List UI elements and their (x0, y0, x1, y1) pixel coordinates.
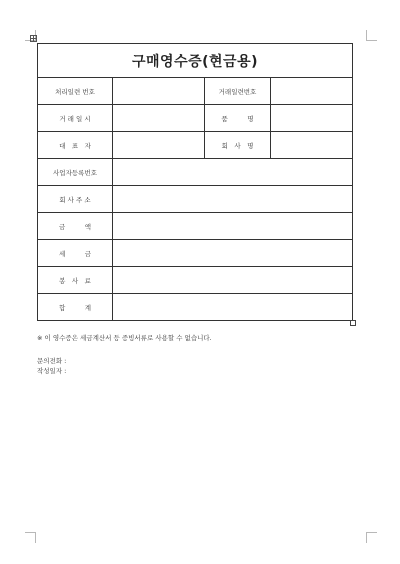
table-row-representative (38, 132, 352, 159)
representative-label: 대 표 자 (38, 132, 113, 158)
serial-number-cell[interactable] (113, 78, 205, 104)
table-move-handle-icon[interactable] (30, 35, 37, 42)
table-row-serial (38, 78, 352, 105)
page-corner-bottom-right (366, 532, 377, 543)
amount-cell[interactable] (113, 213, 352, 239)
transaction-serial-label: 거래일련번호 (205, 78, 271, 104)
company-address-label: 회 사 주 소 (38, 186, 113, 212)
table-row-amount (38, 213, 352, 240)
page-corner-top-right (366, 30, 377, 41)
receipt-title: 구매영수증(현금용) (38, 44, 352, 78)
page-corner-bottom-left (25, 532, 36, 543)
transaction-serial-cell[interactable] (271, 78, 352, 104)
amount-label: 금 액 (38, 213, 113, 239)
business-number-label: 사업자등록번호 (38, 159, 113, 185)
item-name-cell[interactable] (271, 105, 352, 131)
transaction-datetime-label: 거 래 일 시 (38, 105, 113, 131)
receipt-note: ※ 이 영수증은 세금계산서 등 증빙서류로 사용할 수 없습니다. (37, 334, 212, 342)
receipt-table (37, 43, 353, 321)
company-name-cell[interactable] (271, 132, 352, 158)
table-row-datetime (38, 105, 352, 132)
item-name-label: 품 명 (205, 105, 271, 131)
table-resize-handle[interactable] (350, 320, 356, 326)
contact-phone-label: 문의전화 : (37, 357, 67, 365)
total-cell[interactable] (113, 294, 352, 321)
transaction-datetime-cell[interactable] (113, 105, 205, 131)
tax-label: 세 금 (38, 240, 113, 266)
table-row-service-fee (38, 267, 352, 294)
total-label: 합 계 (38, 294, 113, 321)
table-row-total (38, 294, 352, 321)
tax-cell[interactable] (113, 240, 352, 266)
company-address-cell[interactable] (113, 186, 352, 212)
written-date-label: 작성일자 : (37, 367, 67, 375)
representative-cell[interactable] (113, 132, 205, 158)
table-row-address (38, 186, 352, 213)
service-fee-cell[interactable] (113, 267, 352, 293)
table-row-business-number (38, 159, 352, 186)
business-number-cell[interactable] (113, 159, 352, 185)
service-fee-label: 봉 사 료 (38, 267, 113, 293)
serial-number-label: 처리일련 번호 (38, 78, 113, 104)
company-name-label: 회 사 명 (205, 132, 271, 158)
table-row-tax (38, 240, 352, 267)
